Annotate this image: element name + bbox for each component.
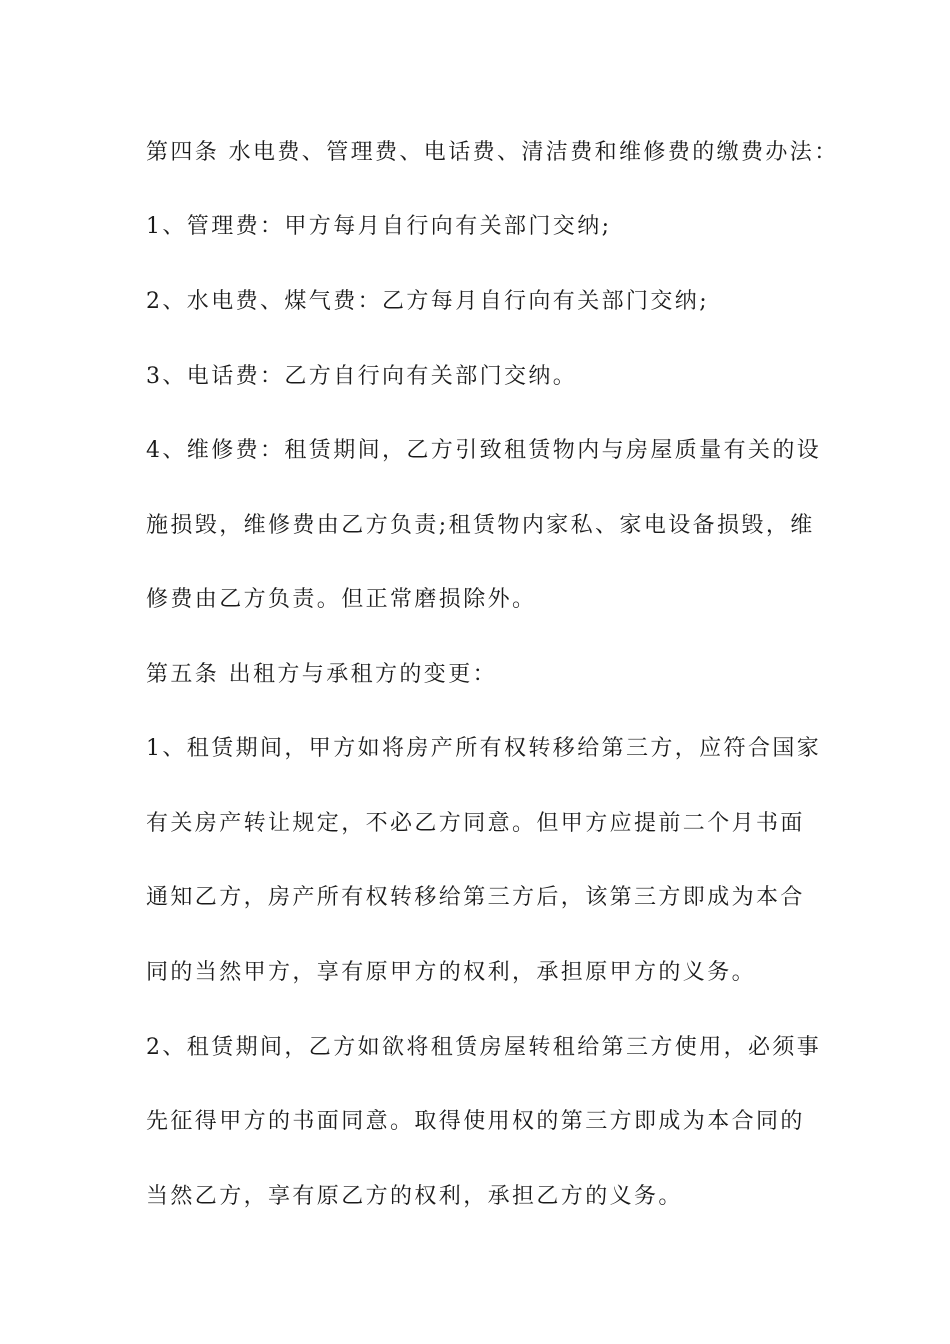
- clause-5-1-line-2: 有关房产转让规定，不必乙方同意。但甲方应提前二个月书面: [146, 811, 805, 836]
- article-5-heading: 第五条 出租方与承租方的变更：: [146, 662, 497, 687]
- clause-4-4-repair-fee-line-2: 施损毁，维修费由乙方负责;租赁物内家私、家电设备损毁，维: [146, 513, 815, 538]
- clause-5-1-line-1: 1、租赁期间，甲方如将房产所有权转移给第三方，应符合国家: [146, 736, 822, 761]
- clause-5-1-line-3: 通知乙方，房产所有权转移给第三方后，该第三方即成为本合: [146, 885, 805, 910]
- clause-4-3-phone-fee: 3、电话费：乙方自行向有关部门交纳。: [146, 364, 578, 389]
- clause-4-4-repair-fee-line-1: 4、维修费：租赁期间，乙方引致租赁物内与房屋质量有关的设: [146, 438, 822, 463]
- clause-4-4-repair-fee-line-3: 修费由乙方负责。但正常磨损除外。: [146, 587, 537, 612]
- clause-5-2-line-3: 当然乙方，享有原乙方的权利，承担乙方的义务。: [146, 1184, 683, 1209]
- clause-5-1-line-4: 同的当然甲方，享有原甲方的权利，承担原甲方的义务。: [146, 960, 757, 985]
- clause-5-2-line-1: 2、租赁期间，乙方如欲将租赁房屋转租给第三方使用，必须事: [146, 1035, 822, 1060]
- clause-4-1-management-fee: 1、管理费：甲方每月自行向有关部门交纳;: [146, 214, 612, 239]
- clause-5-2-line-2: 先征得甲方的书面同意。取得使用权的第三方即成为本合同的: [146, 1109, 805, 1134]
- clause-4-2-utilities-fee: 2、水电费、煤气费：乙方每月自行向有关部门交纳;: [146, 289, 710, 314]
- article-4-heading: 第四条 水电费、管理费、电话费、清洁费和维修费的缴费办法：: [146, 140, 839, 165]
